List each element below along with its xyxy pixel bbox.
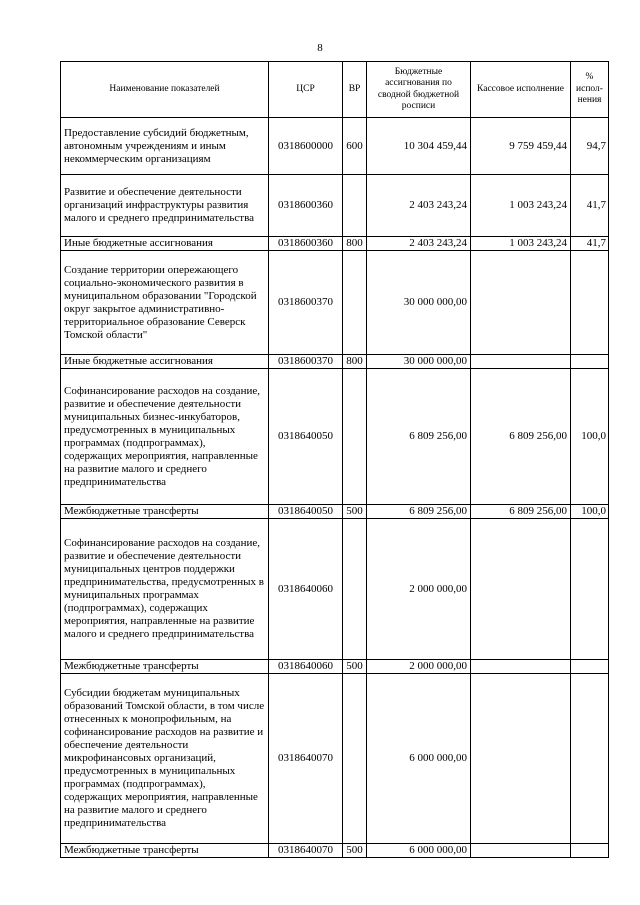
row-csr: 0318640050	[269, 369, 343, 505]
row-cash: 6 809 256,00	[471, 369, 571, 505]
row-budget: 2 403 243,24	[367, 175, 471, 237]
row-vr: 500	[343, 660, 367, 674]
table-header-row	[61, 62, 609, 118]
row-pct: 41,7	[571, 175, 609, 237]
row-csr: 0318600370	[269, 251, 343, 355]
header-budget: Бюджетные ассигнования по сводной бюджетной росписи	[367, 62, 471, 118]
row-name: Софинансирование расходов на создание, развитие и обеспечение деятельности муниципальных бизнес-инкубаторов, предусмотренных в муниципальных программах (подпрограммах), содержащих мероприятия, направленные на развитие малого и среднего предпринимательства	[61, 369, 269, 505]
row-cash	[471, 674, 571, 844]
row-cash: 6 809 256,00	[471, 505, 571, 519]
row-name: Межбюджетные трансферты	[61, 505, 269, 519]
row-cash	[471, 251, 571, 355]
table-row	[61, 519, 609, 660]
table-row	[61, 237, 609, 251]
row-csr: 0318600370	[269, 355, 343, 369]
row-pct: 100,0	[571, 369, 609, 505]
row-csr: 0318600360	[269, 175, 343, 237]
row-pct: 41,7	[571, 237, 609, 251]
row-name: Субсидии бюджетам муниципальных образований Томской области, в том числе отнесенных к монопрофильным, на софинансирование расходов на развитие и обеспечение деятельности микрофинансовых организаций, предусмотренных в муниципальных программах (подпрограммах), содержащих мероприятия, направленные на развитие малого и среднего предпринимательства	[61, 674, 269, 844]
row-csr: 0318640060	[269, 660, 343, 674]
header-vr: ВР	[343, 62, 367, 118]
row-csr: 0318640070	[269, 844, 343, 858]
row-pct	[571, 355, 609, 369]
row-name: Развитие и обеспечение деятельности организаций инфраструктуры развития малого и среднего предпринимательства	[61, 175, 269, 237]
header-csr: ЦСР	[269, 62, 343, 118]
row-budget: 6 809 256,00	[367, 505, 471, 519]
row-budget: 6 000 000,00	[367, 844, 471, 858]
row-pct	[571, 251, 609, 355]
table-row	[61, 660, 609, 674]
header-name: Наименование показателей	[61, 62, 269, 118]
row-cash	[471, 355, 571, 369]
row-csr: 0318600360	[269, 237, 343, 251]
row-name: Создание территории опережающего социально-экономического развития в муниципальном образовании "Городской округ закрытое административно-территориальное образование Северск Томской области"	[61, 251, 269, 355]
budget-table	[60, 61, 609, 858]
header-pct: % испол-нения	[571, 62, 609, 118]
row-name: Предоставление субсидий бюджетным, автономным учреждениям и иным некоммерческим организациям	[61, 118, 269, 175]
row-cash: 1 003 243,24	[471, 175, 571, 237]
table-row	[61, 369, 609, 505]
row-vr: 800	[343, 237, 367, 251]
row-vr: 800	[343, 355, 367, 369]
row-csr: 0318640050	[269, 505, 343, 519]
row-cash: 9 759 459,44	[471, 118, 571, 175]
row-vr	[343, 175, 367, 237]
row-cash	[471, 844, 571, 858]
row-csr: 0318600000	[269, 118, 343, 175]
table-row	[61, 355, 609, 369]
row-budget: 2 000 000,00	[367, 519, 471, 660]
row-budget: 30 000 000,00	[367, 251, 471, 355]
row-budget: 30 000 000,00	[367, 355, 471, 369]
row-pct	[571, 674, 609, 844]
row-cash: 1 003 243,24	[471, 237, 571, 251]
row-vr	[343, 674, 367, 844]
row-pct	[571, 519, 609, 660]
table-row	[61, 251, 609, 355]
row-budget: 2 000 000,00	[367, 660, 471, 674]
row-pct	[571, 660, 609, 674]
table-row	[61, 118, 609, 175]
row-name: Софинансирование расходов на создание, развитие и обеспечение деятельности муниципальных центров поддержки предпринимательства, предусмотренных в муниципальных программах (подпрограммах), содержащих мероприятия, направленные на развитие малого и среднего предпринимательства	[61, 519, 269, 660]
row-name: Межбюджетные трансферты	[61, 660, 269, 674]
row-pct: 94,7	[571, 118, 609, 175]
table-row	[61, 505, 609, 519]
page-number: 8	[317, 42, 323, 54]
row-budget: 10 304 459,44	[367, 118, 471, 175]
row-csr: 0318640070	[269, 674, 343, 844]
row-budget: 2 403 243,24	[367, 237, 471, 251]
row-vr: 600	[343, 118, 367, 175]
row-vr: 500	[343, 844, 367, 858]
row-vr	[343, 519, 367, 660]
row-cash	[471, 660, 571, 674]
row-budget: 6 000 000,00	[367, 674, 471, 844]
row-vr	[343, 251, 367, 355]
row-budget: 6 809 256,00	[367, 369, 471, 505]
row-name: Иные бюджетные ассигнования	[61, 237, 269, 251]
header-cash: Кассовое исполнение	[471, 62, 571, 118]
row-csr: 0318640060	[269, 519, 343, 660]
row-pct	[571, 844, 609, 858]
table-row	[61, 674, 609, 844]
row-vr: 500	[343, 505, 367, 519]
row-vr	[343, 369, 367, 505]
row-cash	[471, 519, 571, 660]
row-name: Межбюджетные трансферты	[61, 844, 269, 858]
table-row	[61, 844, 609, 858]
row-name: Иные бюджетные ассигнования	[61, 355, 269, 369]
table-row	[61, 175, 609, 237]
row-pct: 100,0	[571, 505, 609, 519]
